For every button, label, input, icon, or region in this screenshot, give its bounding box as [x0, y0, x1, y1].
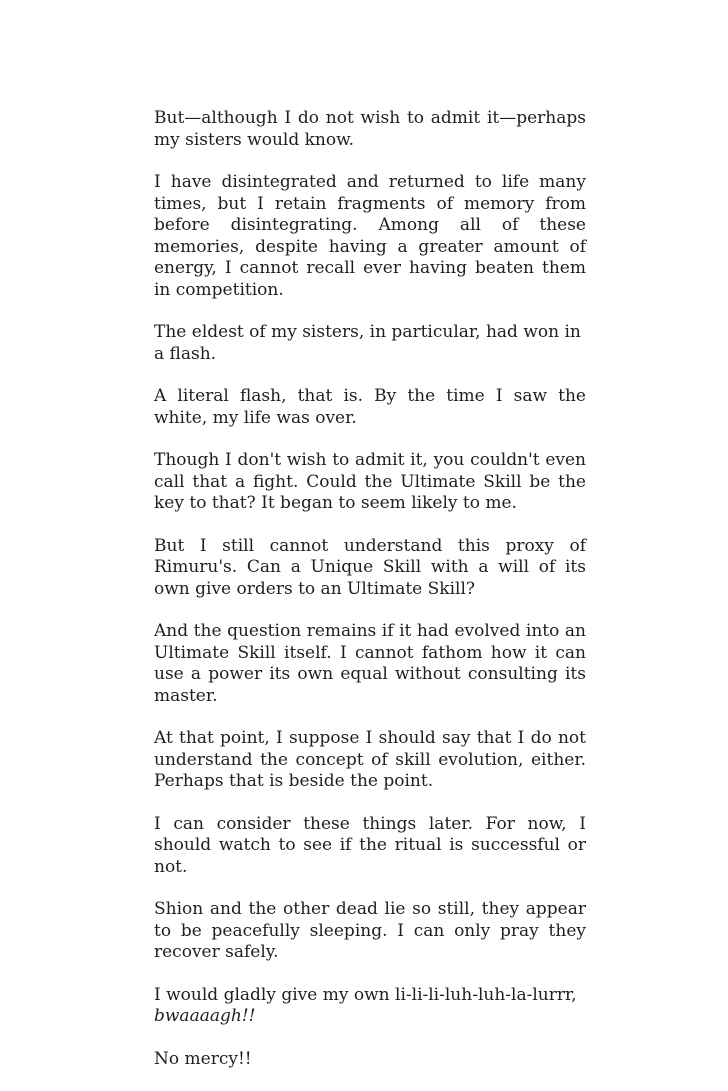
paragraph-8: At that point, I suppose I should say that I do not understand the concept of skill evolution, either. Perhaps that is beside the point.	[154, 728, 586, 791]
closing-line: No mercy!!	[154, 1048, 252, 1069]
paragraph-2: I have disintegrated and returned to life many times, but I retain fragments of memory from before disintegrating. Among all of these memories, despite having a greater amount of energy, I cannot recall ever having beaten them in competition.	[154, 172, 586, 300]
paragraph-6: But I still cannot understand this proxy of Rimuru's. Can a Unique Skill with a will of its own give orders to an Ultimate Skill?	[154, 535, 586, 599]
paragraph-3: The eldest of my sisters, in particular, had won in a flash.	[154, 322, 581, 364]
document-page	[154, 108, 586, 1091]
paragraph-7: And the question remains if it had evolved into an Ultimate Skill itself. I cannot fathom how it can use a power its own equal without consulting its master.	[154, 621, 586, 706]
paragraph-5: Though I don't wish to admit it, you couldn't even call that a fight. Could the Ultimate Skill be the key to that? It began to seem likely to me.	[154, 450, 586, 513]
paragraph-9: I can consider these things later. For now, I should watch to see if the ritual is successful or not.	[154, 813, 586, 877]
paragraph-10: Shion and the other dead lie so still, they appear to be peacefully sleeping. I can only pray they recover safely.	[154, 899, 586, 962]
paragraph-4: A literal flash, that is. By the time I saw the white, my life was over.	[154, 386, 586, 428]
paragraph-11-italic: bwaaaagh!!	[154, 1006, 256, 1026]
paragraph-1: But—although I do not wish to admit it—perhaps my sisters would know.	[154, 108, 586, 150]
paragraph-11	[154, 985, 586, 1028]
paragraph-11-line: I would gladly give my own li-li-li-luh-luh-la-lurrr,	[154, 984, 577, 1005]
